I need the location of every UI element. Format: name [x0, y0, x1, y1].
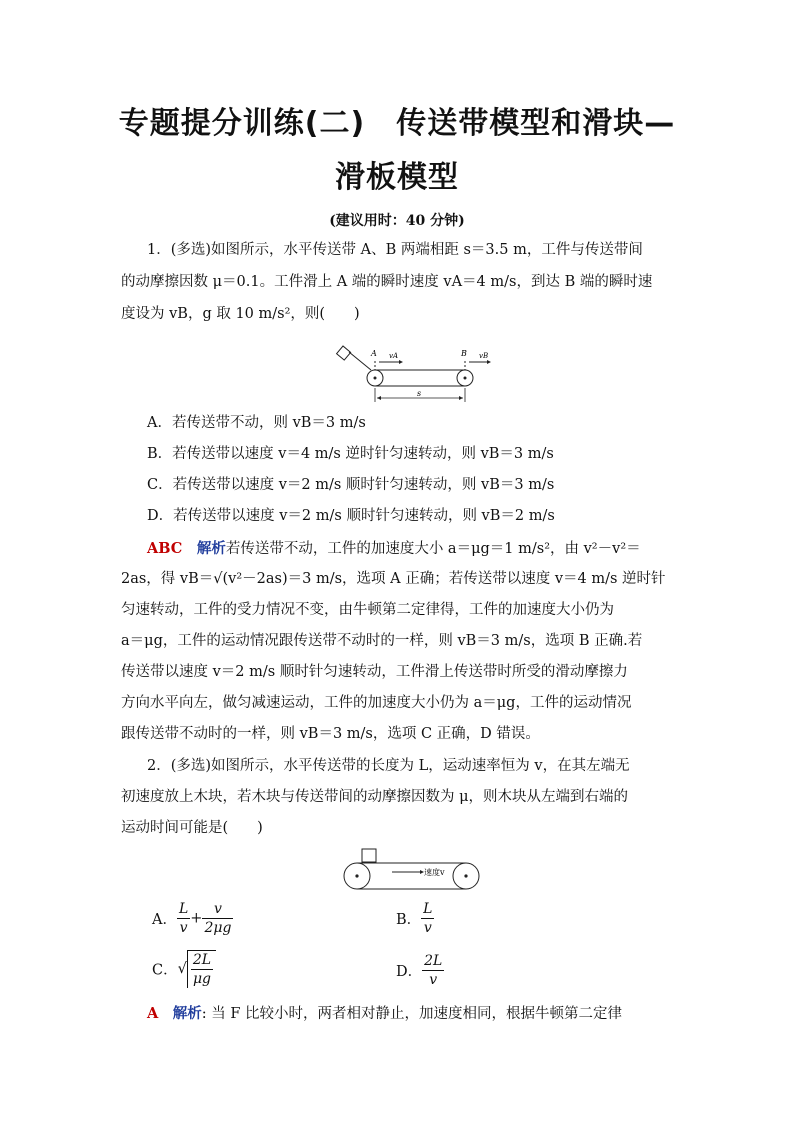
- q2-line-1: 2．(多选)如图所示，水平传送带的长度为 L，运动速率恒为 v，在其左端无: [147, 758, 630, 774]
- q2-option-b: [396, 900, 434, 937]
- q1-figure-label-vb: vB: [479, 352, 489, 360]
- q1-figure-label-va: vA: [389, 352, 399, 360]
- q2-opt-a-plus: +: [190, 910, 203, 927]
- q1-figure-label-b: B: [461, 349, 467, 358]
- q1-option-d: D．若传送带以速度 v＝2 m/s 顺时针匀速转动，则 vB＝2 m/s: [147, 508, 555, 524]
- q2-option-b-letter: B．: [396, 912, 422, 928]
- q1-analysis-line-3: 匀速转动，工件的受力情况不变，由牛顿第二定律得，工件的加速度大小仍为: [121, 602, 614, 618]
- q2-opt-c-den: μg: [192, 971, 211, 987]
- q2-opt-a-num1: L: [178, 901, 189, 917]
- q2-line-3: 运动时间可能是( ): [121, 820, 263, 836]
- q2-analysis: [147, 998, 622, 1030]
- q1-figure-label-a: A: [371, 349, 377, 358]
- q2-opt-b-num: L: [423, 901, 433, 917]
- q2-figure-label: 速度v: [424, 868, 445, 877]
- q1-option-b: B．若传送带以速度 v＝4 m/s 逆时针匀速转动，则 vB＝3 m/s: [147, 446, 554, 462]
- suggested-time: (建议用时：40 分钟): [329, 213, 465, 229]
- q2-option-c-letter: C．: [152, 962, 178, 979]
- q2-opt-b-den: v: [423, 920, 432, 936]
- q2-line-2: 初速度放上木块，若木块与传送带间的动摩擦因数为 μ，则木块从左端到右端的: [121, 789, 629, 805]
- q1-line-2: 的动摩擦因数 μ＝0.1。工件滑上 A 端的瞬时速度 vA＝4 m/s，到达 B 端的瞬时速: [121, 274, 653, 290]
- q2-option-c: C．√ $\frac{2L}{\mu g}$: [152, 950, 216, 988]
- q2-option-d-letter: D．: [396, 964, 423, 980]
- q1-line-3: 度设为 vB，g 取 10 m/s²，则( ): [121, 306, 360, 322]
- q1-line-1: 1．(多选)如图所示，水平传送带 A、B 两端相距 s＝3.5 m，工件与传送带间: [147, 242, 643, 258]
- q2-option-a-letter: A．: [152, 912, 177, 928]
- q2-answer: A: [147, 1005, 159, 1022]
- q2-opt-c-num: 2L: [192, 952, 212, 968]
- q1-analysis-line-1: 若传送带不动，工件的加速度大小 a＝μg＝1 m/s²，由 v²－v²＝: [225, 541, 641, 557]
- q1-analysis-label: 解析: [196, 540, 226, 557]
- q2-opt-a-num2: v: [202, 900, 233, 919]
- q1-analysis-line-5: 传送带以速度 v＝2 m/s 顺时针匀速转动，工件滑上传送带时所受的滑动摩擦力: [121, 664, 628, 680]
- q2-option-d: [396, 952, 444, 989]
- q1-analysis-line-7: 跟传送带不动时的一样，则 vB＝3 m/s，选项 C 正确，D 错误。: [121, 726, 540, 742]
- q1-conveyor-figure: [335, 336, 495, 410]
- q1-figure-label-s: s: [417, 389, 422, 398]
- q2-opt-a-den2: 2μg: [204, 920, 232, 936]
- page-title-line2: 滑板模型: [335, 160, 459, 195]
- q2-opt-d-den: v: [429, 972, 438, 988]
- q1-option-a: A．若传送带不动，则 vB＝3 m/s: [147, 415, 366, 431]
- q2-option-a: [152, 900, 233, 937]
- q1-option-c: C．若传送带以速度 v＝2 m/s 顺时针匀速转动，则 vB＝3 m/s: [147, 477, 555, 493]
- q2-conveyor-figure: [340, 846, 482, 892]
- q2-opt-d-num: 2L: [424, 953, 443, 969]
- q2-analysis-text: : 当 F 比较小时，两者相对静止，加速度相同，根据牛顿第二定律: [201, 1006, 623, 1022]
- q2-analysis-label: 解析: [172, 1005, 202, 1022]
- q2-opt-a-den1: v: [179, 920, 188, 936]
- q1-analysis-line-6: 方向水平向左，做匀减速运动，工件的加速度大小仍为 a＝μg，工件的运动情况: [121, 695, 632, 711]
- page-title-line1: 专题提分训练(二) 传送带模型和滑块—: [118, 106, 676, 141]
- q1-answer: ABC: [147, 540, 183, 557]
- q1-analysis-line-2: 2as，得 vB＝√(v²－2as)＝3 m/s，选项 A 正确；若传送带以速度 v＝4 m/s 逆时针: [121, 571, 666, 587]
- q1-analysis-line-4: a＝μg，工件的运动情况跟传送带不动时的一样，则 vB＝3 m/s，选项 B 正确.若: [121, 633, 643, 649]
